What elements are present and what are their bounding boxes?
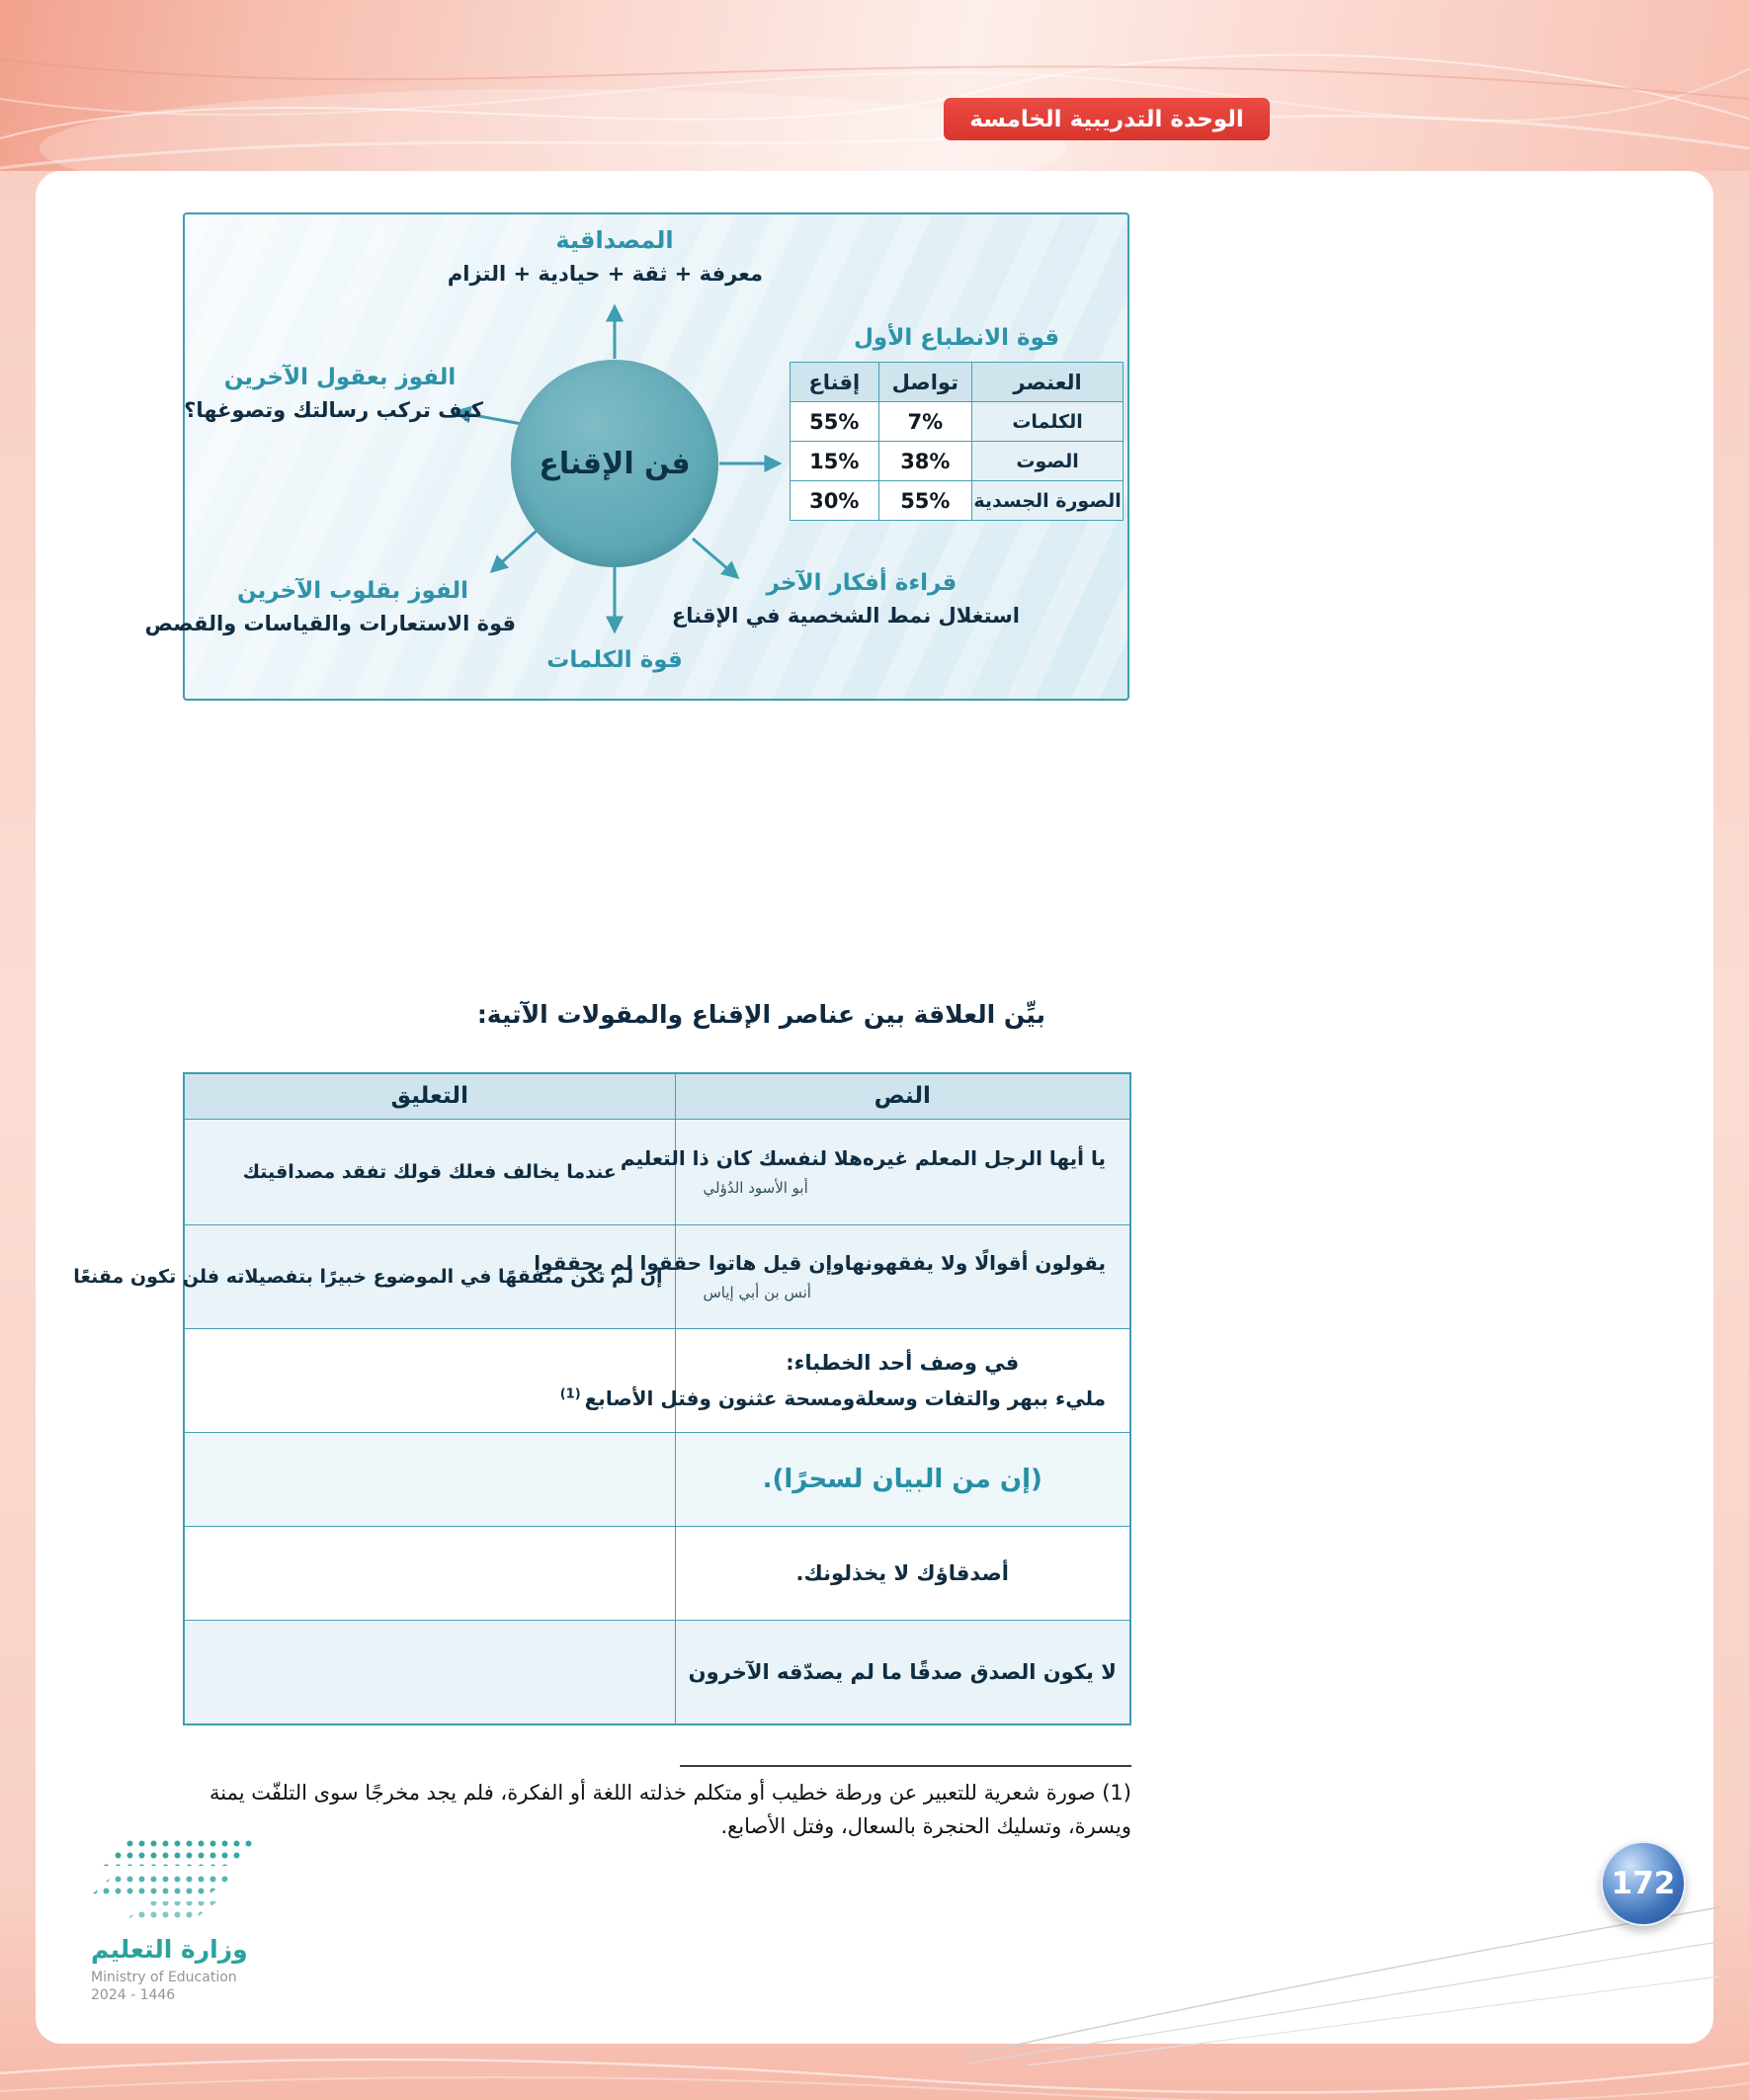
word-power-block xyxy=(516,647,713,673)
imp-cell-communication: 7% xyxy=(878,402,972,442)
imp-row-words xyxy=(791,402,1124,442)
relation-table xyxy=(73,1072,1131,1725)
statement-text: لا يكون الصدق صدقًا ما لم يصدّقه الآخرون xyxy=(688,1659,1117,1684)
verse-right: مليء ببهر والتفات وسعلة xyxy=(855,1386,1106,1410)
win-hearts-title: الفوز بقلوب الآخرين xyxy=(236,578,469,604)
relation-row-2 xyxy=(184,1224,1130,1328)
imp-row-body-image xyxy=(791,481,1124,521)
imp-header-persuasion: إقناع xyxy=(791,363,879,402)
credibility-desc: معرفة + ثقة + حيادية + التزام xyxy=(447,262,763,286)
win-minds-desc: كيف تركب رسالتك وتصوغها؟ xyxy=(184,398,483,422)
first-impression-title: قوة الانطباع الأول xyxy=(853,325,1060,351)
decorative-bottom-band xyxy=(0,2034,1749,2100)
imp-cell-communication: 38% xyxy=(878,442,972,481)
imp-cell-element: الكلمات xyxy=(972,402,1124,442)
win-minds-title: الفوز بعقول الآخرين xyxy=(223,365,457,390)
imp-cell-element: الصورة الجسدية xyxy=(972,481,1124,521)
relation-row-5 xyxy=(184,1526,1130,1620)
relation-row-3 xyxy=(184,1328,1130,1432)
imp-cell-persuasion: 55% xyxy=(791,402,879,442)
imp-cell-persuasion: 15% xyxy=(791,442,879,481)
comment-cell-4 xyxy=(184,1432,675,1526)
credibility-block xyxy=(447,226,763,286)
win-minds-block xyxy=(184,365,483,422)
imp-cell-element: الصوت xyxy=(972,442,1124,481)
verse-right: يقولون أقوالًا ولا يفقهونها xyxy=(844,1251,1106,1275)
hadith-quote: (إن من البيان لسحرًا). xyxy=(762,1464,1042,1494)
verse-attribution: أبو الأسود الدُؤلي xyxy=(703,1179,808,1197)
verse-left: هلا لنفسك كان ذا التعليم xyxy=(620,1146,863,1170)
footnote-divider xyxy=(680,1765,1131,1767)
comment-cell-1: عندما يخالف فعلك قولك تفقد مصداقيتك xyxy=(184,1119,675,1224)
text-cell-5 xyxy=(675,1526,1130,1620)
text-cell-2 xyxy=(534,1224,1130,1328)
read-minds-block xyxy=(671,570,1020,628)
persuasion-diagram-box xyxy=(144,212,1129,701)
relation-row-1 xyxy=(184,1119,1130,1224)
verse-attribution: أنس بن أبي إياس xyxy=(703,1284,811,1302)
text-cell-3 xyxy=(559,1328,1130,1432)
imp-header-row xyxy=(791,363,1124,402)
decorative-top-band xyxy=(0,0,1749,171)
first-impression-block xyxy=(790,325,1124,521)
bottom-waves-icon xyxy=(0,2034,1749,2100)
footnote-text: (1) صورة شعرية للتعبير عن ورطة خطيب أو متكلم خذلته اللغة أو الفكرة، فلم يجد مخرجًا سوى التلفّت يمنة ويسرة، وتسليك الحنجرة بالسعال، وفتل الأصابع. xyxy=(208,1781,1131,1838)
ministry-name-en: Ministry of Education xyxy=(91,1970,237,1985)
imp-header-element: العنصر xyxy=(972,363,1124,402)
unit-badge: الوحدة التدريبية الخامسة xyxy=(944,98,1270,140)
imp-cell-persuasion: 30% xyxy=(791,481,879,521)
read-minds-title: قراءة أفكار الآخر xyxy=(766,570,958,596)
imp-row-voice xyxy=(791,442,1124,481)
comment-cell-5 xyxy=(184,1526,675,1620)
arrow-down-left-icon xyxy=(493,531,537,570)
verse-line xyxy=(620,1146,1121,1170)
imp-cell-communication: 55% xyxy=(878,481,972,521)
win-hearts-desc: قوة الاستعارات والقياسات والقصص xyxy=(144,612,516,635)
comment-cell-2: إن لم تكن متفقهًا في الموضوع خبيرًا بتفصيلاته فلن تكون مقنعًا xyxy=(184,1224,675,1328)
ministry-name-ar: وزارة التعليم xyxy=(91,1935,248,1964)
footnote-ref: (1) xyxy=(559,1386,581,1401)
verse-intro: في وصف أحد الخطباء: xyxy=(786,1350,1020,1375)
exercise-instruction: بيِّن العلاقة بين عناصر الإقناع والمقولات الآتية: xyxy=(476,1000,1045,1029)
relation-row-4 xyxy=(184,1432,1130,1526)
verse-left-text: ومسحة عثنون وفتل الأصابع xyxy=(584,1386,856,1410)
imp-header-communication: تواصل xyxy=(878,363,972,402)
verse-left xyxy=(560,1386,855,1410)
text-cell-6 xyxy=(675,1620,1130,1724)
statement-text: أصدقاؤك لا يخذلونك. xyxy=(795,1560,1009,1585)
comment-cell-6 xyxy=(184,1620,675,1724)
ministry-dots-icon xyxy=(91,1840,259,1927)
relation-header-text: النص xyxy=(675,1073,1130,1119)
relation-header-row xyxy=(184,1073,1130,1119)
diagram-center-circle xyxy=(511,360,718,567)
relation-header-comment: التعليق xyxy=(184,1073,675,1119)
ministry-years: 2024 - 1446 xyxy=(91,1987,176,2003)
comment-cell-3 xyxy=(184,1328,675,1432)
page-number-badge: 172 xyxy=(1601,1841,1686,1926)
center-circle-label: فن الإقناع xyxy=(539,446,691,481)
text-cell-1 xyxy=(620,1119,1130,1224)
verse-right: يا أيها الرجل المعلم غيره xyxy=(862,1146,1106,1170)
word-power-label: قوة الكلمات xyxy=(546,647,683,673)
credibility-title: المصداقية xyxy=(555,226,674,254)
verse-line xyxy=(534,1251,1121,1275)
read-minds-desc: استغلال نمط الشخصية في الإقناع xyxy=(671,604,1020,628)
ministry-logo xyxy=(91,1840,328,2003)
relation-row-6 xyxy=(184,1620,1130,1724)
win-hearts-block xyxy=(144,578,516,635)
verse-line xyxy=(559,1386,1121,1410)
verse-left: وإن قيل هاتوا حققوا لم يحققوا xyxy=(534,1251,845,1275)
top-waves-icon xyxy=(0,0,1749,171)
text-cell-4 xyxy=(675,1432,1130,1526)
first-impression-table xyxy=(790,362,1124,521)
